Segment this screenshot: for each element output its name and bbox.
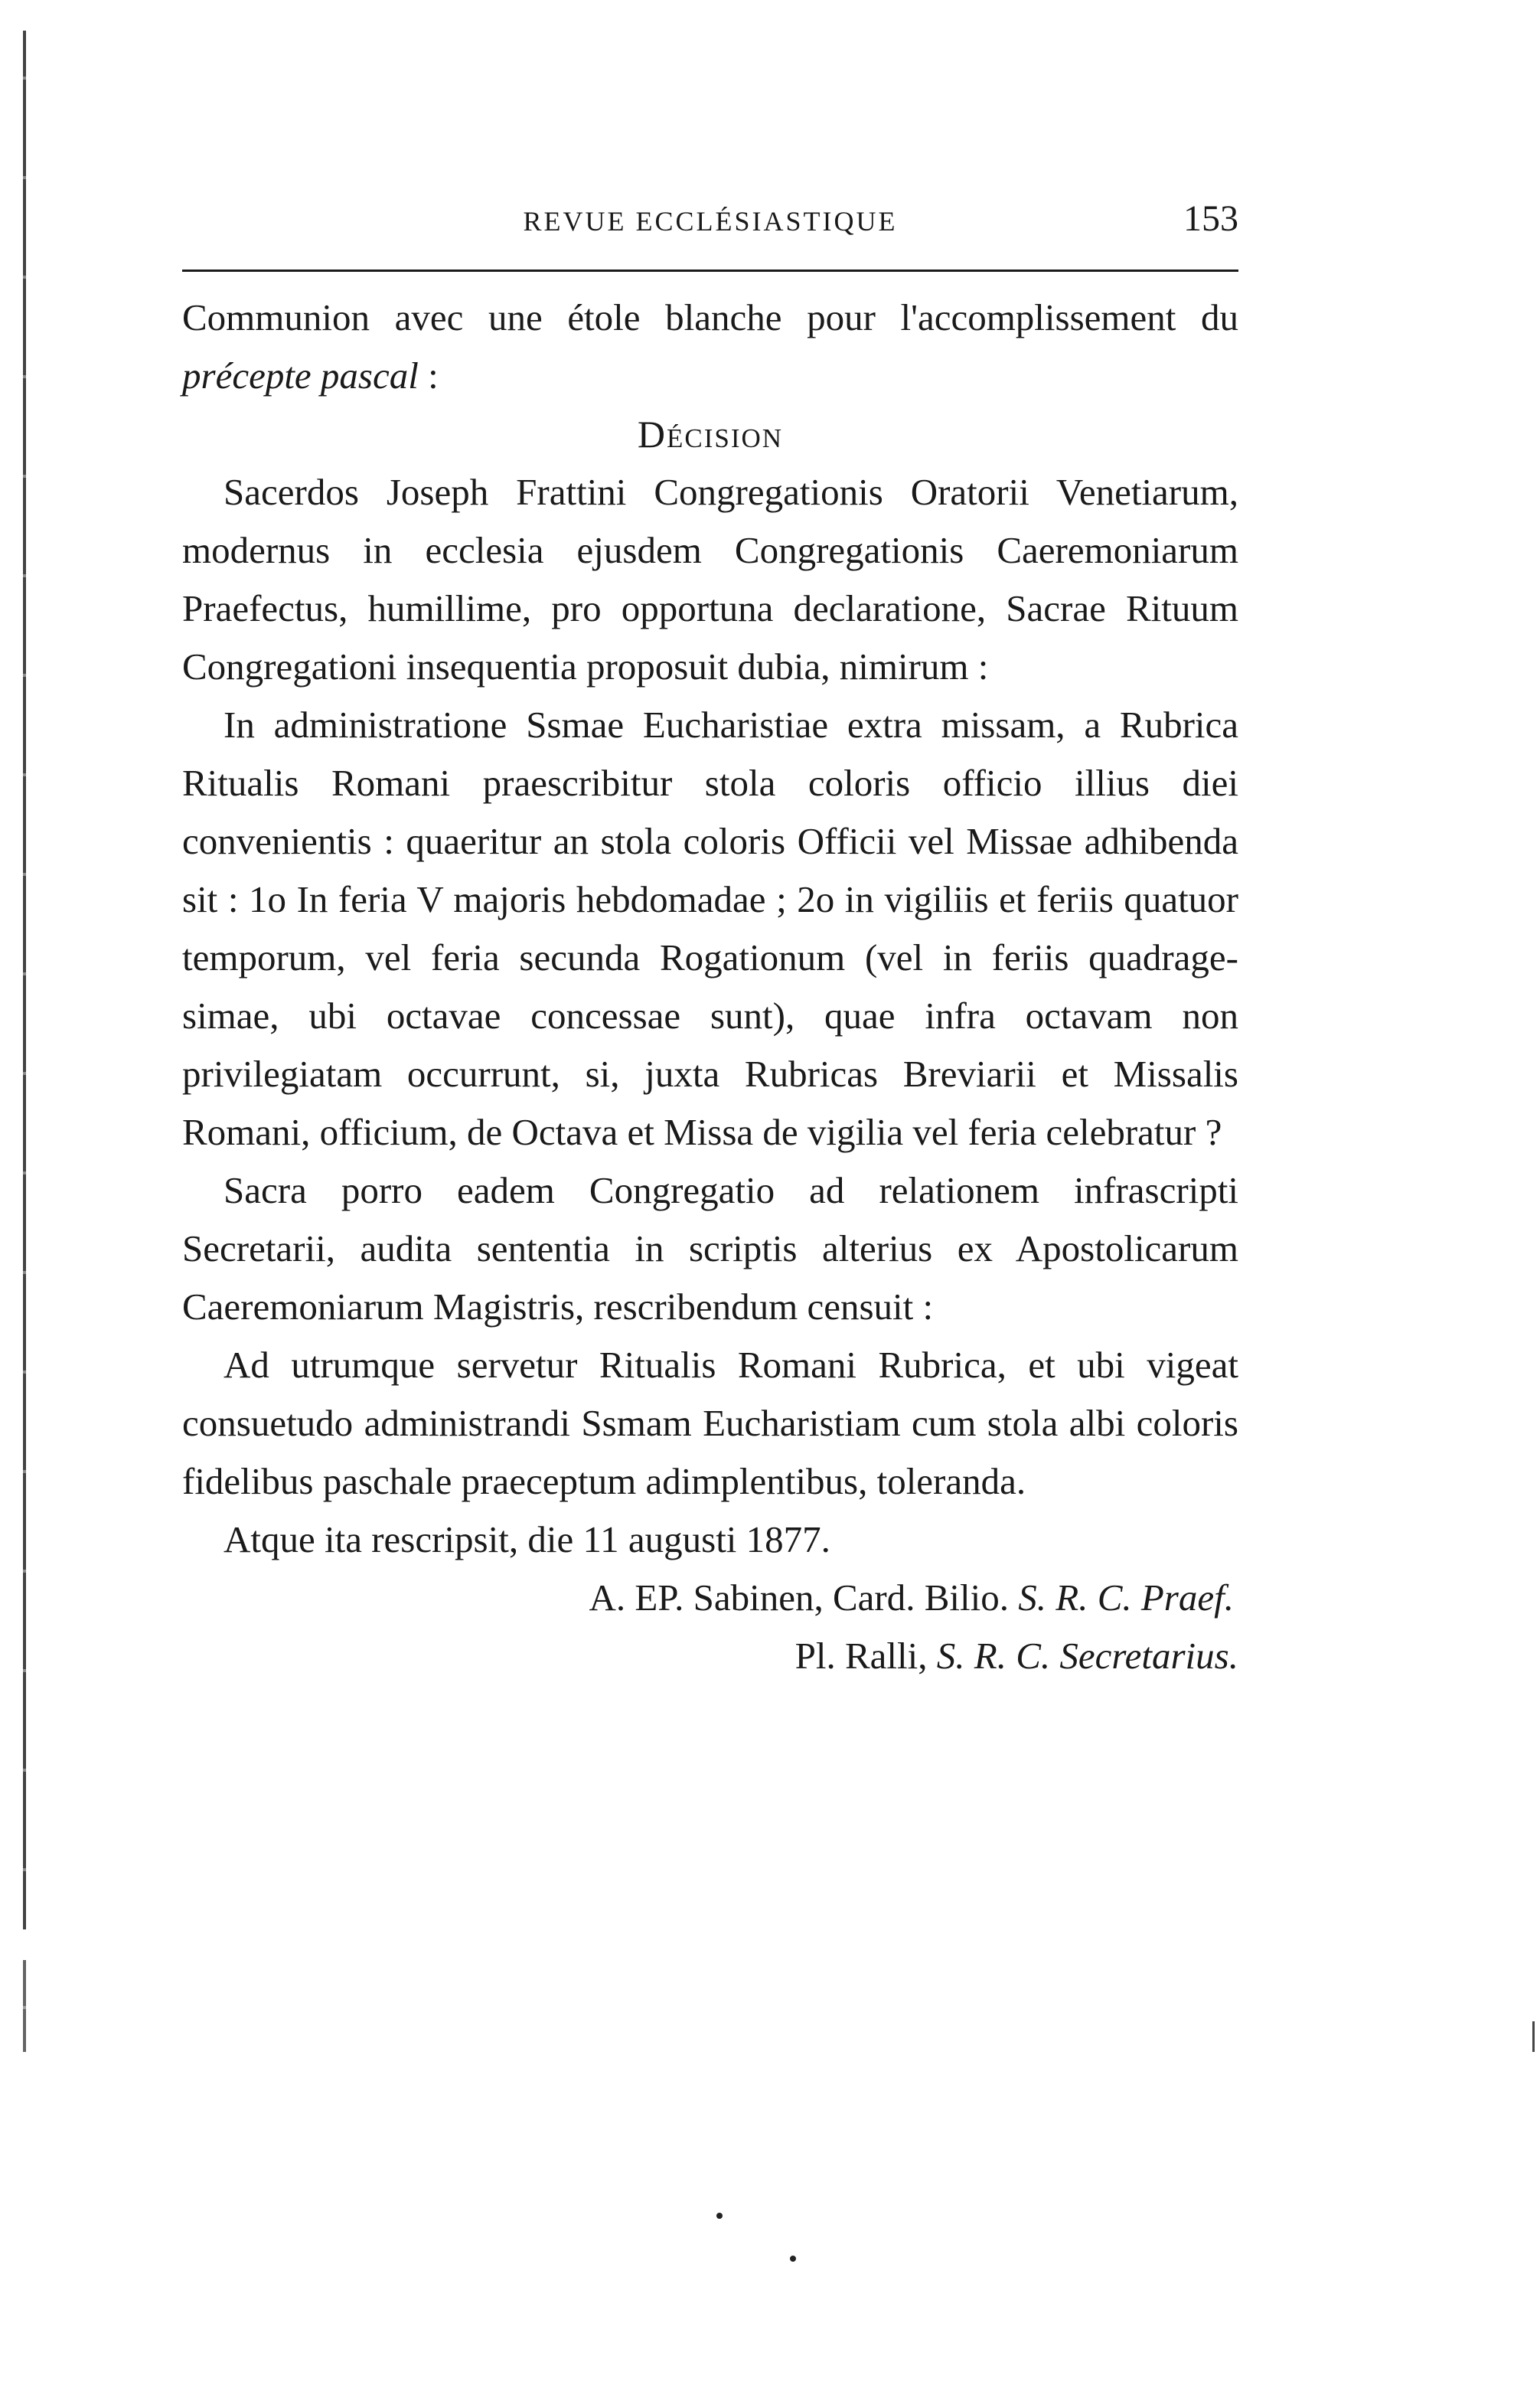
paragraph-date: Atque ita rescripsit, die 11 augusti 1877. [223, 1518, 830, 1560]
stray-marks [712, 2213, 804, 2305]
running-head [182, 191, 1238, 253]
paragraph-request: Sacerdos Joseph Frattini Congregationis Oratorii Venetiarum, modernus in ecclesia ejusdem Congregationis Caeremoniarum Praefectus, humillime, pro opportuna declaratione, Sacrae Rituum Congregationi insequentia proposuit dubia, nimirum : [182, 471, 1238, 688]
page [182, 191, 1238, 1685]
paragraph-congregation: Sacra porro eadem Congregatio ad relationem infrascripti Secretarii, audita sententia in scriptis alterius ex Apostolicarum Caeremoniarum Magistris, rescribendum censuit : [182, 1169, 1238, 1328]
body-text [182, 289, 1238, 1685]
intro-text-end: : [418, 354, 439, 397]
signature-secretary-name: Pl. Ralli, [794, 1635, 937, 1677]
intro-paragraph [182, 289, 1238, 405]
section-heading: Décision [637, 413, 784, 456]
signature-secretary [182, 1627, 1238, 1685]
signature-prefect-title: S. R. C. Praef. [1018, 1576, 1234, 1619]
stray-dot [790, 2256, 796, 2262]
binding-edge [23, 31, 26, 1929]
signature-prefect [182, 1569, 1238, 1627]
intro-text-start: Communion avec une étole blanche pour l'accomplissement du [182, 296, 1238, 338]
intro-italic: précepte pascal [182, 354, 419, 397]
paragraph-question: In administratione Ssmae Eucharistiae extra missam, a Rubrica Ritualis Romani praescribitur stola coloris officio illius diei convenientis : quaeritur an stola coloris Officii vel Missae adhibenda sit : 1o In feria V majoris hebdomadae ; 2o in vigiliis et feriis quatuor temporum, vel feria secunda Rogationum (vel in feriis quadragesimae, ubi octavae concessae sunt), quae infra octavam non privilegiatam occurrunt, si, juxta Rubricas Breviarii et Missalis Romani, officium, de Octava et Missa de vigilia vel feria celebratur ? [182, 704, 1238, 1153]
stray-dot [716, 2213, 723, 2219]
running-title: REVUE ECCLÉSIASTIQUE [523, 206, 898, 237]
paragraph-response: Ad utrumque servetur Ritualis Romani Rubrica, et ubi vigeat consuetudo administrandi Ssmam Eucharistiam cum stola albi coloris fidelibus paschale praeceptum adimplentibus, toleranda. [182, 1344, 1238, 1502]
header-rule [182, 270, 1238, 272]
signature-secretary-title: S. R. C. Secretarius. [936, 1635, 1238, 1677]
page-number: 153 [1183, 198, 1238, 239]
signature-prefect-name: A. EP. Sabinen, Card. Bilio. [589, 1576, 1019, 1619]
binding-edge-lower [23, 1960, 26, 2052]
edge-mark [1532, 2021, 1535, 2052]
